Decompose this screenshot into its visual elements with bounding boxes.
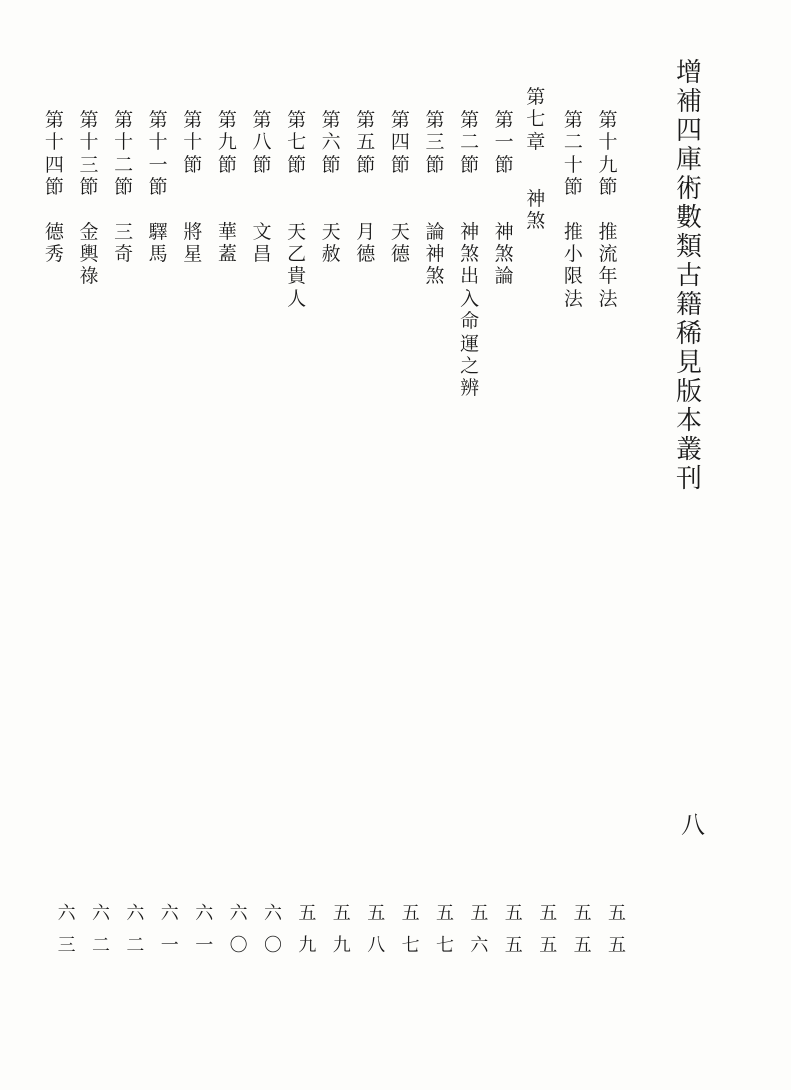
entry-title: 三 奇 bbox=[114, 220, 134, 265]
entry-title: 推 小 限 法 bbox=[563, 220, 583, 310]
entry-title: 推 流 年 法 bbox=[598, 220, 618, 310]
toc-entry bbox=[492, 111, 516, 290]
section-label: 第 六 節 bbox=[321, 109, 341, 176]
page-number: 五 七 bbox=[436, 903, 454, 956]
section-label: 第 七 章 bbox=[526, 86, 546, 153]
toc-entry bbox=[112, 111, 136, 267]
page-number: 五 六 bbox=[470, 903, 489, 956]
page-number: 五 五 bbox=[539, 903, 558, 956]
toc-entry bbox=[561, 111, 585, 312]
toc-entry bbox=[354, 111, 378, 267]
entry-title: 月 德 bbox=[356, 220, 376, 265]
toc-entry bbox=[146, 111, 170, 267]
section-label: 第 七 節 bbox=[287, 109, 307, 176]
page-number: 六 二 bbox=[126, 903, 145, 956]
section-label: 第 五 節 bbox=[356, 109, 376, 176]
page-number: 六 一 bbox=[160, 903, 179, 956]
page-number: 五 七 bbox=[401, 903, 420, 956]
page-number: 五 五 bbox=[608, 903, 626, 956]
page-number: 六 〇 bbox=[264, 903, 282, 956]
toc-entry bbox=[423, 111, 447, 290]
entry-title: 將 星 bbox=[183, 220, 203, 265]
page-number: 六 二 bbox=[92, 903, 110, 956]
section-label: 第 十 九 節 bbox=[598, 109, 618, 199]
entry-title: 金 輿 祿 bbox=[79, 220, 99, 288]
entry-title: 文 昌 bbox=[252, 220, 272, 265]
entry-title: 神 煞 出 入 命 運 之 辨 bbox=[460, 220, 480, 400]
section-label: 第 十 三 節 bbox=[79, 109, 99, 199]
section-label: 第 十 節 bbox=[183, 109, 203, 176]
section-label: 第 四 節 bbox=[390, 109, 410, 176]
toc-entry bbox=[250, 111, 274, 267]
page-number: 五 八 bbox=[367, 903, 386, 956]
page-number: 五 九 bbox=[298, 903, 317, 956]
page-number: 五 五 bbox=[573, 903, 592, 956]
toc-entry bbox=[319, 111, 343, 267]
series-title: 增 補 四 庫 術 數 類 古 籍 稀 見 版 本 叢 刊 bbox=[675, 58, 702, 494]
toc-entry bbox=[458, 111, 482, 402]
entry-title: 天 赦 bbox=[321, 220, 341, 265]
section-label: 第 二 節 bbox=[460, 109, 480, 176]
section-label: 第 十 四 節 bbox=[44, 109, 64, 199]
toc-entry bbox=[524, 88, 548, 234]
page-number: 六 一 bbox=[195, 903, 214, 956]
entry-title: 德 秀 bbox=[44, 220, 64, 265]
page-number: 五 五 bbox=[504, 903, 523, 956]
section-label: 第 十 一 節 bbox=[148, 109, 168, 199]
entry-title: 華 蓋 bbox=[217, 220, 237, 265]
toc-entry bbox=[42, 111, 66, 267]
entry-title: 天 乙 貴 人 bbox=[287, 220, 307, 310]
page-number: 五 九 bbox=[332, 903, 351, 956]
toc-entry bbox=[285, 111, 309, 312]
entry-title: 天 德 bbox=[390, 220, 410, 265]
entry-title: 神 煞 論 bbox=[494, 220, 514, 288]
entry-title: 論 神 煞 bbox=[425, 220, 445, 288]
section-label: 第 九 節 bbox=[217, 109, 237, 176]
entry-title: 神 煞 bbox=[526, 187, 546, 232]
section-label: 第 三 節 bbox=[425, 109, 445, 176]
section-label: 第 二 十 節 bbox=[563, 109, 583, 199]
folio-number: 八 bbox=[681, 811, 705, 839]
page-number: 六 〇 bbox=[229, 903, 248, 956]
section-label: 第 一 節 bbox=[494, 109, 514, 176]
page-number: 六 三 bbox=[57, 903, 76, 956]
section-label: 第 十 二 節 bbox=[114, 109, 134, 199]
section-label: 第 八 節 bbox=[252, 109, 272, 176]
toc-entry bbox=[388, 111, 412, 267]
toc-entry bbox=[596, 111, 620, 312]
toc-entry bbox=[77, 111, 101, 290]
toc-entry bbox=[181, 111, 205, 267]
toc-entry bbox=[215, 111, 239, 267]
entry-title: 驛 馬 bbox=[148, 220, 168, 265]
